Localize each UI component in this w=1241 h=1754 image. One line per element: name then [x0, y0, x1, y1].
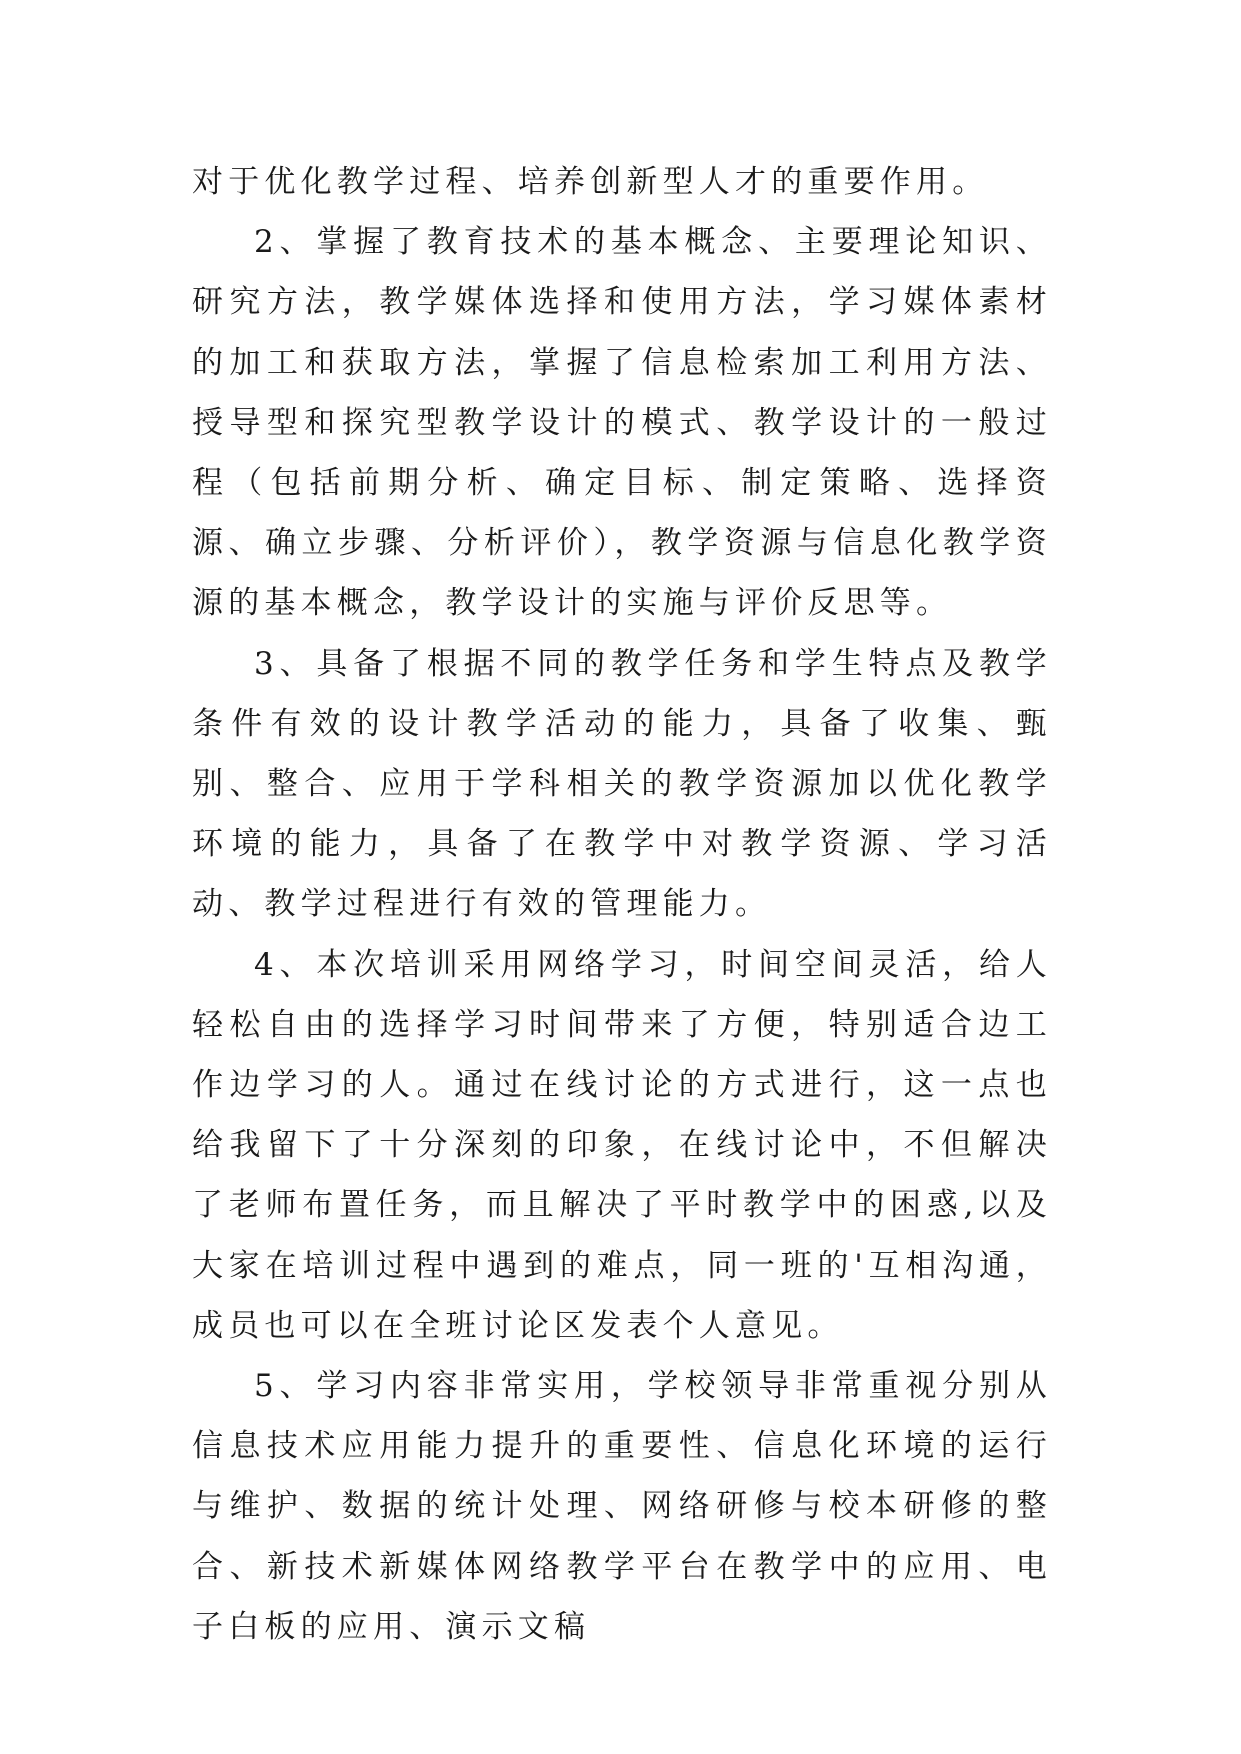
document-body: [192, 152, 1052, 1657]
paragraph-item-2: 2、掌握了教育技术的基本概念、主要理论知识、研究方法，教学媒体选择和使用方法，学习媒体素材的加工和获取方法，掌握了信息检索加工利用方法、授导型和探究型教学设计的模式、教学设计的一般过程（包括前期分析、确定目标、制定策略、选择资源、确立步骤、分析评价），教学资源与信息化教学资源的基本概念，教学设计的实施与评价反思等。: [192, 224, 1052, 622]
paragraph-continuation: 对于优化教学过程、培养创新型人才的重要作用。: [192, 164, 989, 200]
paragraph-item-3: 3、具备了根据不同的教学任务和学生特点及教学条件有效的设计教学活动的能力，具备了收集、甄别、整合、应用于学科相关的教学资源加以优化教学环境的能力，具备了在教学中对教学资源、学习活动、教学过程进行有效的管理能力。: [192, 645, 1052, 923]
paragraph-item-4: 4、本次培训采用网络学习，时间空间灵活，给人轻松自由的选择学习时间带来了方便，特别适合边工作边学习的人。通过在线讨论的方式进行，这一点也给我留下了十分深刻的印象，在线讨论中，不但解决了老师布置任务，而且解决了平时教学中的困惑,以及大家在培训过程中遇到的难点，同一班的'互相沟通，成员也可以在全班讨论区发表个人意见。: [192, 946, 1052, 1344]
paragraph-item-5: 5、学习内容非常实用，学校领导非常重视分别从信息技术应用能力提升的重要性、信息化环境的运行与维护、数据的统计处理、网络研修与校本研修的整合、新技术新媒体网络教学平台在教学中的应用、电子白板的应用、演示文稿: [192, 1368, 1052, 1645]
